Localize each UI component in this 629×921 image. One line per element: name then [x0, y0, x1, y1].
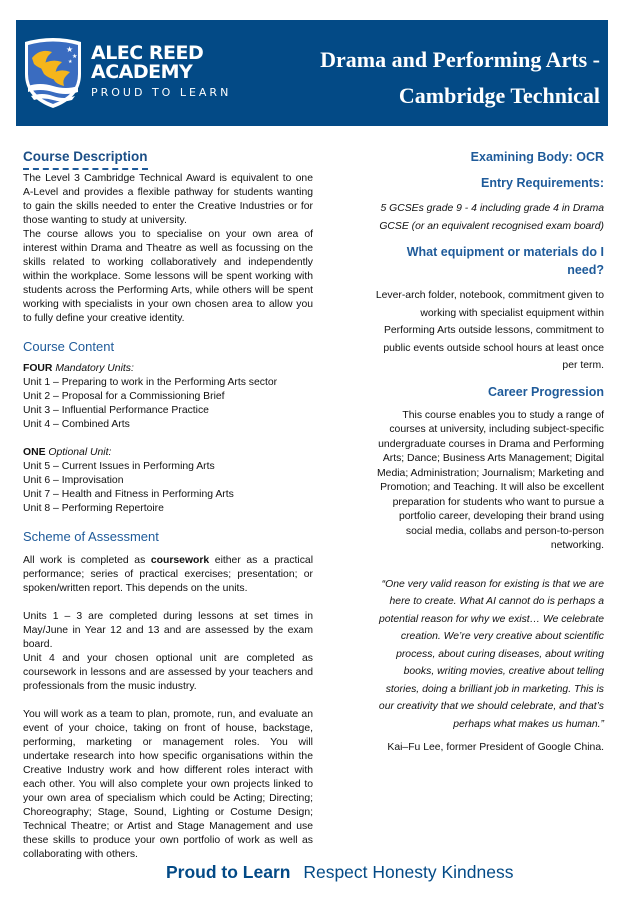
equipment-heading: What equipment or materials do I need? [406, 245, 604, 277]
right-column [370, 148, 604, 764]
school-crest-icon [22, 36, 84, 110]
unit-item: Unit 1 – Preparing to work in the Performing Arts sector [23, 377, 278, 388]
school-brand [91, 44, 231, 99]
optional-label: Optional Unit: [48, 447, 112, 458]
unit-item: Unit 8 – Performing Repertoire [23, 503, 164, 514]
school-name-line2: ACADEMY [91, 61, 193, 83]
unit-item: Unit 4 – Combined Arts [23, 419, 130, 430]
unit-item: Unit 3 – Influential Performance Practice [23, 405, 209, 416]
entry-requirements-heading: Entry Requirements: [481, 176, 604, 190]
optional-units-list [23, 460, 313, 516]
assessment-paragraph-4: You will work as a team to plan, promote, run, and evaluate an event of your choice, taking on front of house, backstage, performing, marketing or management roles. You will undertake research into how specific organisations within the Creative Industry work and how different roles interact with each other. You will also complete your own projects linked to your own area of specialism which could be Acting; Directing; Choreography; Stage, Sound, Lighting or Costume Design; Technical Theatre; or Artist and Stage Management and use these skills to produce your own portfolio of work as well as collaborating with others. [23, 709, 313, 860]
svg-text:★: ★ [66, 45, 74, 54]
career-progression-heading: Career Progression [487, 384, 604, 399]
optional-units-label [23, 446, 313, 460]
assessment-paragraph-3: Unit 4 and your chosen optional unit are completed as coursework in lessons and are assessed by your teachers and professionals from the music industry. [23, 653, 313, 692]
page-title-line1: Drama and Performing Arts - [320, 47, 600, 72]
course-description-paragraph-1: The Level 3 Cambridge Technical Award is equivalent to one A-Level and provides a flexible pathway for students wanting to gain the skills needed to enter the Creative Industries or for those wanting to study at university. [23, 173, 313, 226]
assessment-paragraph-1: All work is completed as coursework either as a practical performance; series of practical exercises; presentation; or spoken/written report. This depends on the units. [23, 555, 314, 594]
mandatory-units-label [23, 362, 313, 376]
quote-text: “One very valid reason for existing is that we are here to create. What AI cannot do is perhaps a potential reason for why we exist… We celebrate creation. We’re very creative about scientific process, about curing diseases, about writing books, writing movies, creative about telling stories, doing a brilliant job in marketing. This is our creativity that we should celebrate, and that’s perhaps what makes us human.” [378, 578, 604, 730]
left-column [23, 148, 313, 862]
unit-item: Unit 6 – Improvisation [23, 475, 124, 486]
quote-attribution: Kai–Fu Lee, former President of Google China. [387, 742, 604, 753]
coursework-emphasis: coursework [150, 555, 210, 566]
course-description-heading: Course Description [23, 148, 148, 170]
page-header-banner [16, 20, 608, 126]
page-title [240, 42, 600, 114]
optional-count: ONE [23, 447, 46, 458]
page-title-line2: Cambridge Technical [398, 83, 600, 108]
entry-requirements-text: 5 GCSEs grade 9 - 4 including grade 4 in Drama GCSE (or an equivalent recognised exam board) [379, 203, 604, 232]
assessment-paragraph-2: Units 1 – 3 are completed during lessons at set times in May/June in Year 12 and 13 and are assessed by the exam board. [23, 611, 313, 650]
examining-body: Examining Body: OCR [470, 150, 604, 164]
footer-values: Respect Honesty Kindness [303, 862, 514, 882]
course-description-paragraph-2: The course allows you to specialise on your own area of interest within Drama and Theatre as well as focussing on the skills related to working collaboratively and independently within the workplace. Some lessons will be spent working with students across the Performing Arts, while others will be spent working with specialists in your own chosen area to allow you to fully define your creative identity. [23, 229, 313, 324]
svg-text:★: ★ [72, 54, 78, 60]
mandatory-units-list [23, 376, 313, 432]
school-name-line1: ALEC REED [91, 42, 204, 64]
unit-item: Unit 5 – Current Issues in Performing Arts [23, 461, 215, 472]
mandatory-count: FOUR [23, 363, 53, 374]
school-tagline: PROUD TO LEARN [91, 86, 232, 99]
career-progression-text: This course enables you to study a range of courses at university, including subject-specific undergraduate courses in Drama and Performing Arts; Dance; Business Arts Management; Digital Media; Administration; Journalism; Marketing and Promotion; and Teaching. It will also be excellent preparation for students who want to pursue a portfolio career, developing their brand using social media, collabs and person-to-person networking. [377, 409, 604, 551]
equipment-text: Lever-arch folder, notebook, commitment given to working with specialist equipment within Performing Arts outside lessons, commitment to public events outside school hours at least once per term. [375, 290, 604, 371]
unit-item: Unit 7 – Health and Fitness in Performing Arts [23, 489, 234, 500]
assessment-heading: Scheme of Assessment [23, 529, 159, 544]
footer-motto: Proud to Learn [166, 862, 291, 882]
svg-text:★: ★ [68, 59, 73, 65]
footer-motto-bar [166, 862, 513, 883]
mandatory-label: Mandatory Units: [55, 363, 134, 374]
course-content-heading: Course Content [23, 339, 115, 354]
unit-item: Unit 2 – Proposal for a Commissioning Brief [23, 391, 225, 402]
